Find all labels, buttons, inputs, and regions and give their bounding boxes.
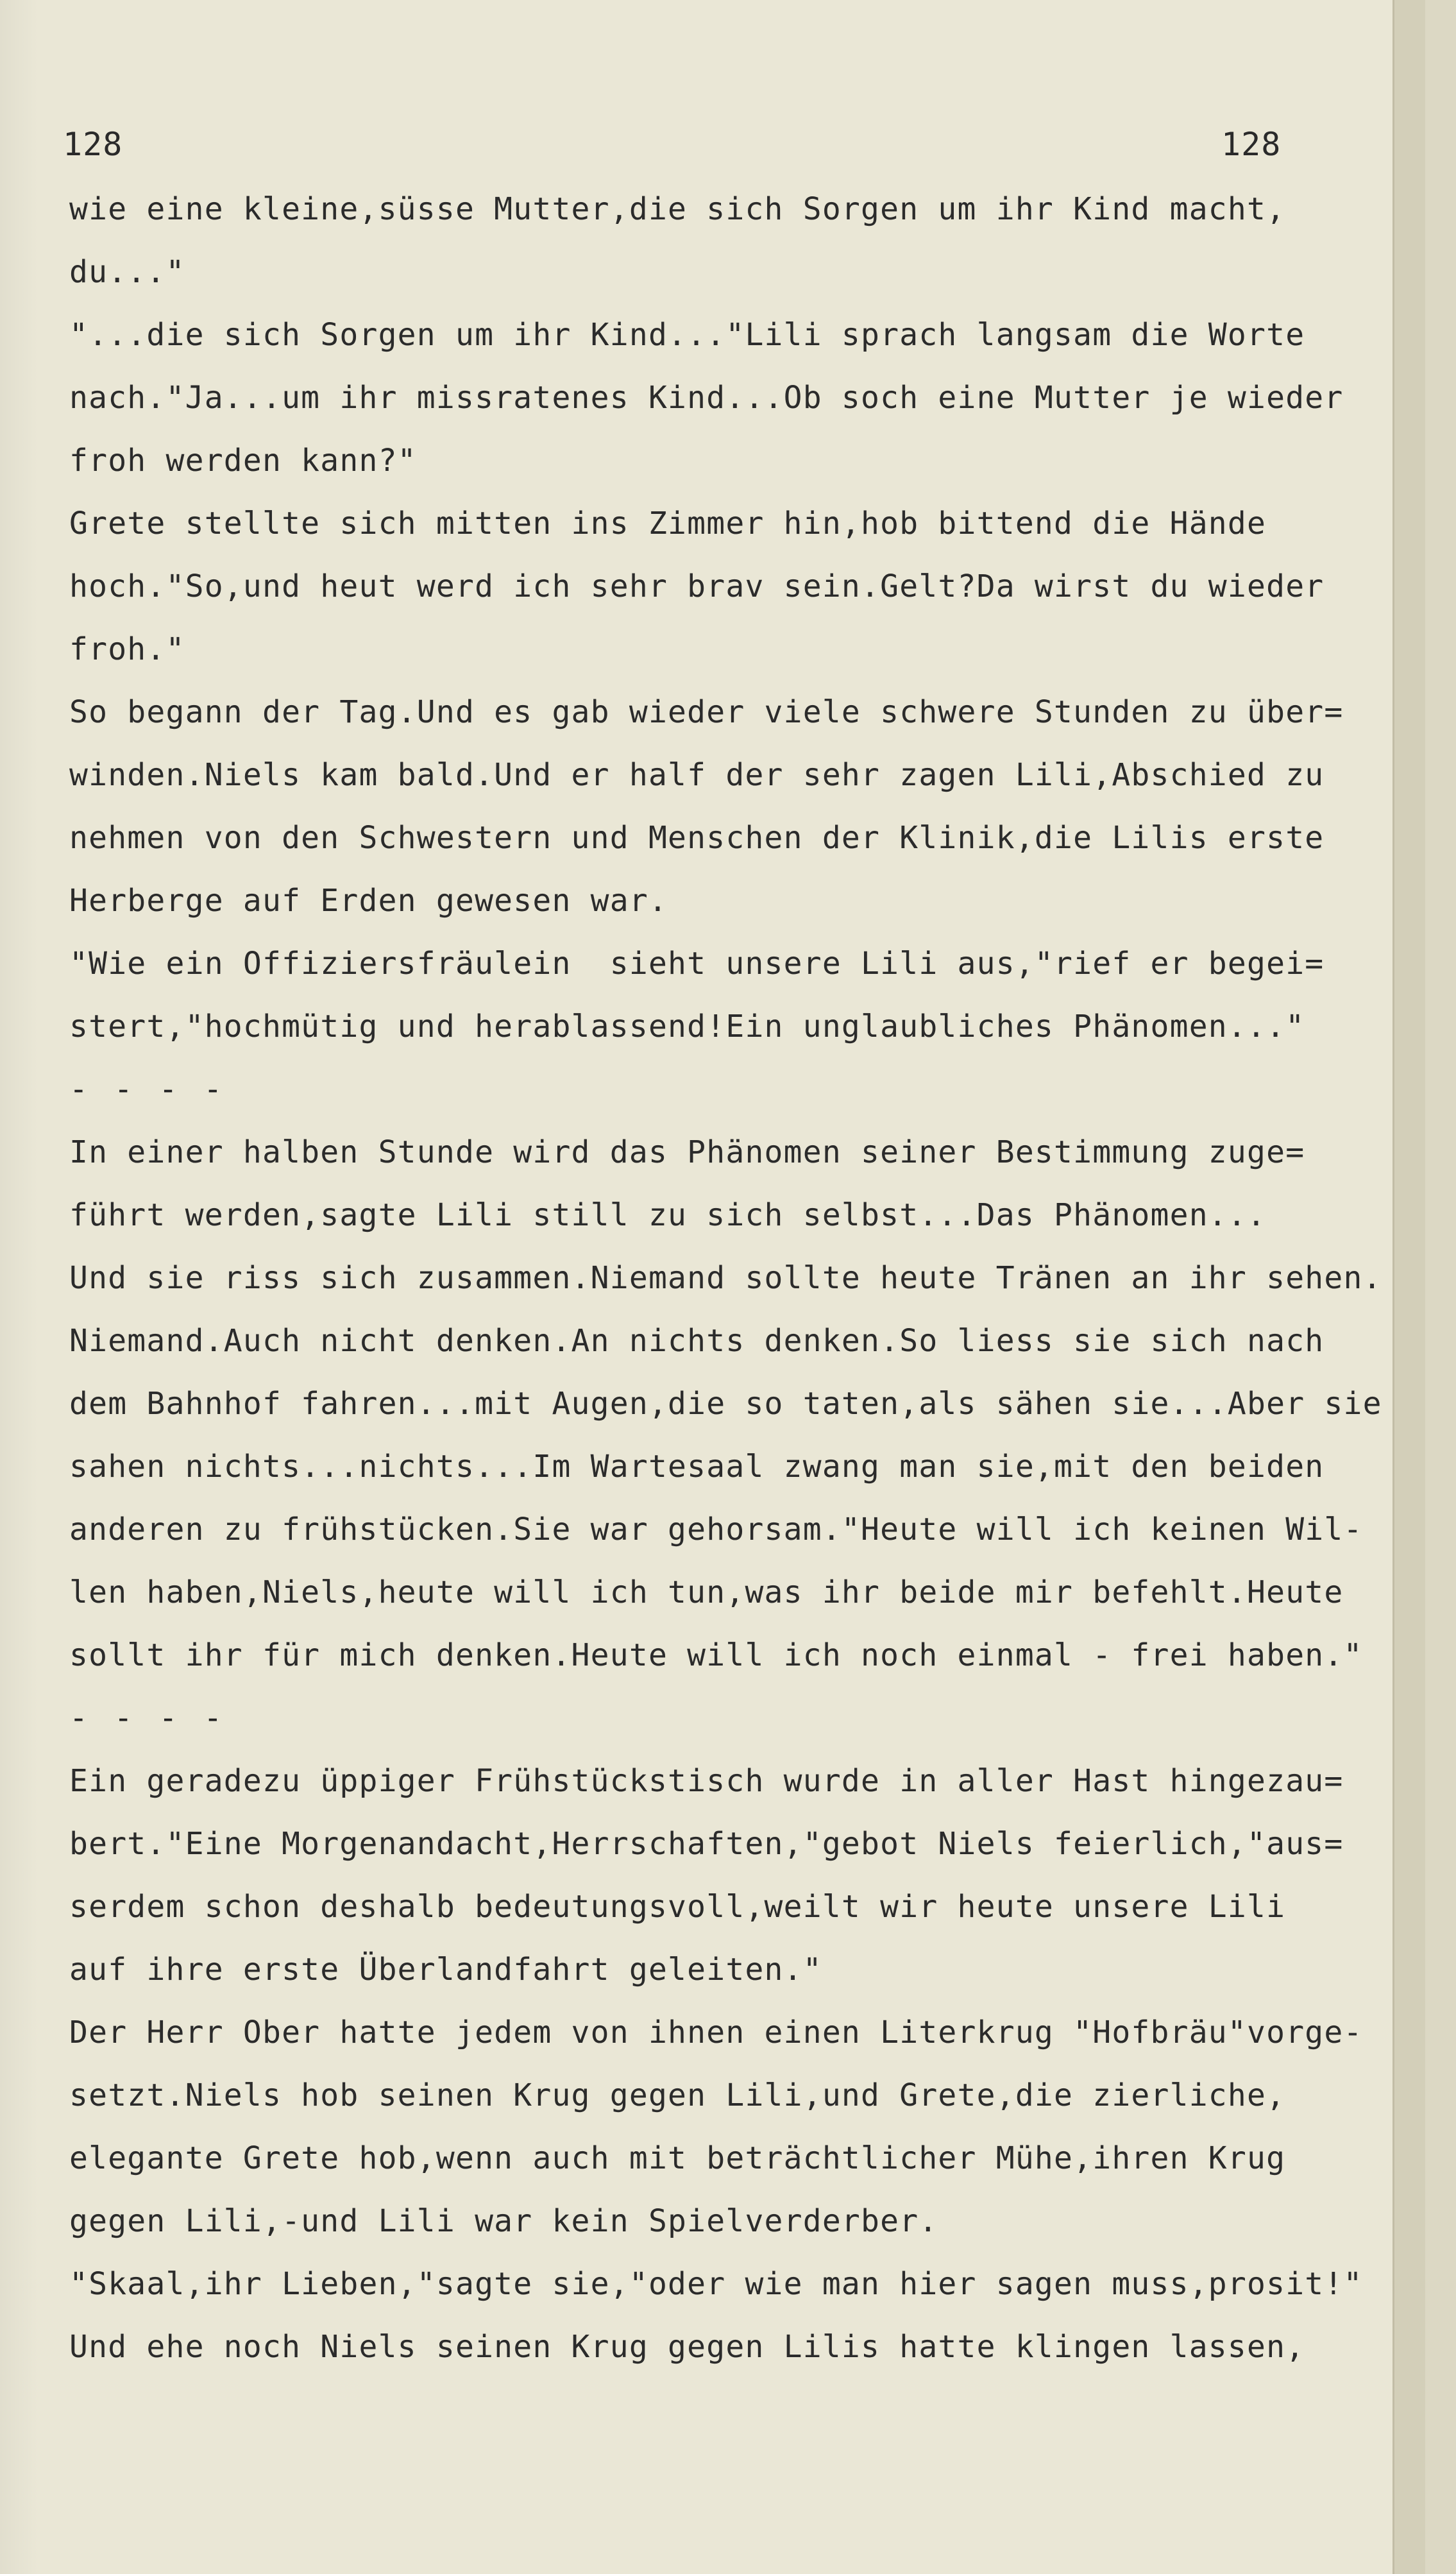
text-line: "...die sich Sorgen um ihr Kind..."Lili sprach langsam die Worte: [69, 317, 1305, 353]
text-line: froh.": [69, 631, 185, 667]
text-line: gegen Lili,-und Lili war kein Spielverderber.: [69, 2203, 938, 2239]
text-line: nehmen von den Schwestern und Menschen der Klinik,die Lilis erste: [69, 820, 1325, 856]
text-line: auf ihre erste Überlandfahrt geleiten.": [69, 1952, 822, 1988]
text-line: setzt.Niels hob seinen Krug gegen Lili,und Grete,die zierliche,: [69, 2077, 1286, 2113]
text-line: Herberge auf Erden gewesen war.: [69, 883, 668, 919]
text-line: serdem schon deshalb bedeutungsvoll,weilt wir heute unsere Lili: [69, 1889, 1286, 1925]
text-line: anderen zu frühstücken.Sie war gehorsam."Heute will ich keinen Wil-: [69, 1512, 1363, 1547]
text-line: Ein geradezu üppiger Frühstückstisch wurde in aller Hast hingezau=: [69, 1763, 1344, 1799]
text-line: elegante Grete hob,wenn auch mit beträchtlicher Mühe,ihren Krug: [69, 2140, 1286, 2176]
text-line: So begann der Tag.Und es gab wieder viele schwere Stunden zu über=: [69, 694, 1344, 730]
text-line: stert,"hochmütig und herablassend!Ein unglaubliches Phänomen...": [69, 1009, 1305, 1044]
text-line: Und ehe noch Niels seinen Krug gegen Lilis hatte klingen lassen,: [69, 2329, 1305, 2365]
text-line: winden.Niels kam bald.Und er half der sehr zagen Lili,Abschied zu: [69, 757, 1325, 793]
text-line: froh werden kann?": [69, 443, 417, 479]
page-number-right: 128: [1221, 126, 1282, 163]
text-line: nach."Ja...um ihr missratenes Kind...Ob soch eine Mutter je wieder: [69, 380, 1344, 416]
text-line: "Wie ein Offiziersfräulein sieht unsere Lili aus,"rief er begei=: [69, 946, 1325, 982]
text-line: Grete stellte sich mitten ins Zimmer hin,hob bittend die Hände: [69, 506, 1267, 541]
text-line: In einer halben Stunde wird das Phänomen seiner Bestimmung zuge=: [69, 1134, 1305, 1170]
text-line: bert."Eine Morgenandacht,Herrschaften,"gebot Niels feierlich,"aus=: [69, 1826, 1344, 1862]
text-line: du...": [69, 254, 185, 290]
text-line: dem Bahnhof fahren...mit Augen,die so taten,als sähen sie...Aber sie: [69, 1386, 1382, 1422]
text-line: len haben,Niels,heute will ich tun,was ihr beide mir befehlt.Heute: [69, 1574, 1344, 1610]
section-separator: - - - -: [69, 1700, 226, 1736]
page-number-left: 128: [63, 126, 123, 163]
text-line: sollt ihr für mich denken.Heute will ich noch einmal - frei haben.": [69, 1637, 1363, 1673]
text-line: Der Herr Ober hatte jedem von ihnen einen Literkrug "Hofbräu"vorge-: [69, 2015, 1363, 2050]
text-line: "Skaal,ihr Lieben,"sagte sie,"oder wie man hier sagen muss,prosit!": [69, 2266, 1363, 2302]
text-line: Und sie riss sich zusammen.Niemand sollte heute Tränen an ihr sehen.: [69, 1260, 1382, 1296]
body-text: [69, 191, 1403, 2392]
text-line: hoch."So,und heut werd ich sehr brav sein.Gelt?Da wirst du wieder: [69, 568, 1325, 604]
text-line: Niemand.Auch nicht denken.An nichts denken.So liess sie sich nach: [69, 1323, 1325, 1359]
text-line: wie eine kleine,süsse Mutter,die sich Sorgen um ihr Kind macht,: [69, 191, 1286, 227]
section-separator: - - - -: [69, 1071, 226, 1107]
text-line: führt werden,sagte Lili still zu sich selbst...Das Phänomen...: [69, 1197, 1267, 1233]
text-line: sahen nichts...nichts...Im Wartesaal zwang man sie,mit den beiden: [69, 1449, 1325, 1485]
